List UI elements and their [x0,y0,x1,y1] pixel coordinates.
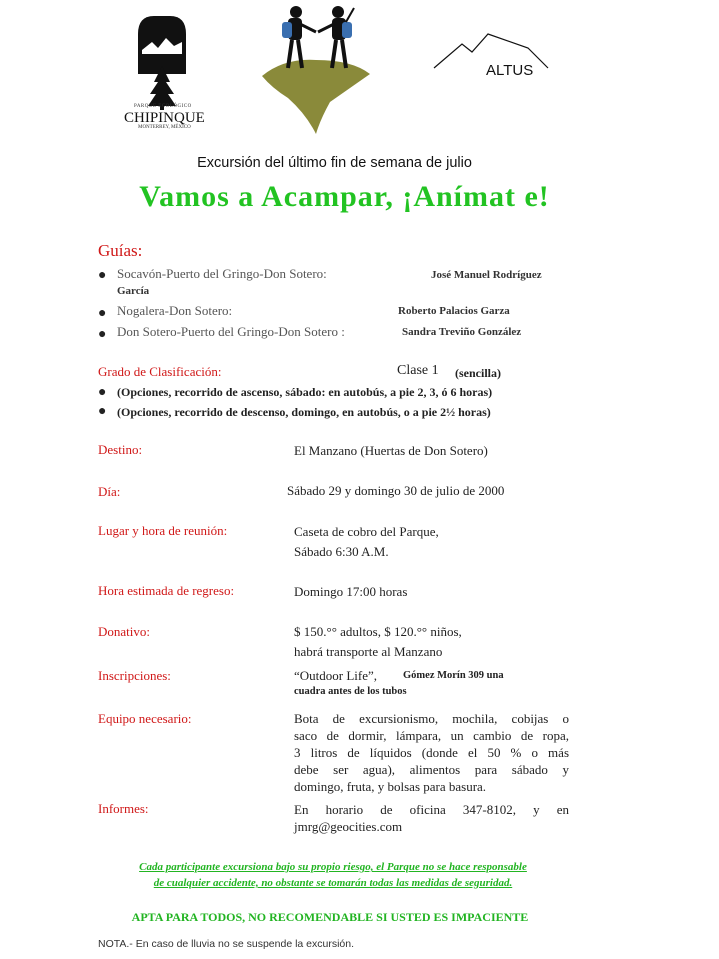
informes-line-1: En horario de oficina 347-8102, y en [294,802,569,817]
informes-line-2[interactable]: jmrg@geocities.com [294,819,403,834]
dia-value: Sábado 29 y domingo 30 de julio de 2000 [287,483,505,498]
audience-note: APTA PARA TODOS, NO RECOMENDABLE SI USTED ES IMPACIENTE [131,910,529,924]
chipinque-logo [124,14,205,132]
equipo-value [294,711,569,796]
regreso-label: Hora estimada de regreso: [98,583,235,598]
liability-warning [100,859,566,891]
grade-option-1: (Opciones, recorrido de ascenso, sábado: en autobús, a pie 2, 3, ó 6 horas) [117,385,493,399]
equipo-line: Bota de excursionismo, mochila, cobijas o [294,711,569,726]
informes-value [294,802,569,836]
lugar-value-1: Caseta de cobro del Parque, [294,524,439,539]
guide-name-3: Sandra Treviño González [402,326,522,338]
guide-name-1b: García [117,285,150,297]
event-title: Vamos a Acampar, ¡Anímat e! [139,180,550,213]
destino-value: El Manzano (Huertas de Don Sotero) [294,443,488,458]
equipo-label: Equipo necesario: [98,711,192,726]
chipinque-subtext: MONTERREY, MÉXICO [138,125,191,130]
altus-logo [432,28,550,98]
donativo-value-1: $ 150.°° adultos, $ 120.°° niños, [294,624,462,639]
equipo-line: debe ser agua), alimentos para sábado y [294,762,569,777]
grade-option-2: (Opciones, recorrido de descenso, domingo, en autobús, o a pie 2½ horas) [117,405,491,419]
inscripciones-value-1: “Outdoor Life”, [294,668,378,683]
grade-note: (sencilla) [455,366,501,380]
bullet-icon: ● [98,385,107,400]
chipinque-text: CHIPINQUE [124,110,205,126]
bullet-icon: ● [98,268,107,283]
event-subtitle: Excursión del último fin de semana de julio [197,155,472,171]
hikers-logo [254,2,378,136]
inscripciones-value-1b: Gómez Morín 309 una [403,670,504,681]
equipo-line: domingo, fruta, y bolsas para basura. [294,779,487,794]
warning-line-2: de cualquier accidente, no obstante se tomarán todas las medidas de seguridad. [153,877,513,889]
guide-name-1: José Manuel Rodríguez [431,269,542,281]
guide-name-2: Roberto Palacios Garza [398,305,510,317]
destino-label: Destino: [98,442,143,457]
warning-line-1: Cada participante excursiona bajo su propio riesgo, el Parque no se hace responsable [139,861,527,873]
altus-text: ALTUS [486,62,534,79]
inscripciones-value-2: cuadra antes de los tubos [294,686,407,697]
dia-label: Día: [98,484,121,499]
informes-label: Informes: [98,801,149,816]
guide-route-2: Nogalera-Don Sotero: [117,303,233,318]
guides-heading: Guías: [98,241,143,260]
rain-note: NOTA.- En caso de lluvia no se suspende la excursión. [98,938,355,950]
equipo-line: saco de dormir, lámpara, un cambio de ropa, [294,728,569,743]
chipinque-small-text: PARQUE ECOLÓGICO [134,104,192,109]
donativo-label: Donativo: [98,624,150,639]
inscripciones-label: Inscripciones: [98,668,171,683]
guide-route-3: Don Sotero-Puerto del Gringo-Don Sotero : [117,324,345,339]
grade-label: Grado de Clasificación: [98,364,222,379]
equipo-line: 3 litros de líquidos (donde el 50 % o más [294,745,569,760]
guide-route-1: Socavón-Puerto del Gringo-Don Sotero: [117,266,327,281]
lugar-label: Lugar y hora de reunión: [98,523,228,538]
regreso-value: Domingo 17:00 horas [294,584,408,599]
lugar-value-2: Sábado 6:30 A.M. [294,544,389,559]
donativo-value-2: habrá transporte al Manzano [294,644,443,659]
bullet-icon: ● [98,404,107,419]
bullet-icon: ● [98,306,107,321]
bullet-icon: ● [98,327,107,342]
grade-value: Clase 1 [397,363,439,378]
